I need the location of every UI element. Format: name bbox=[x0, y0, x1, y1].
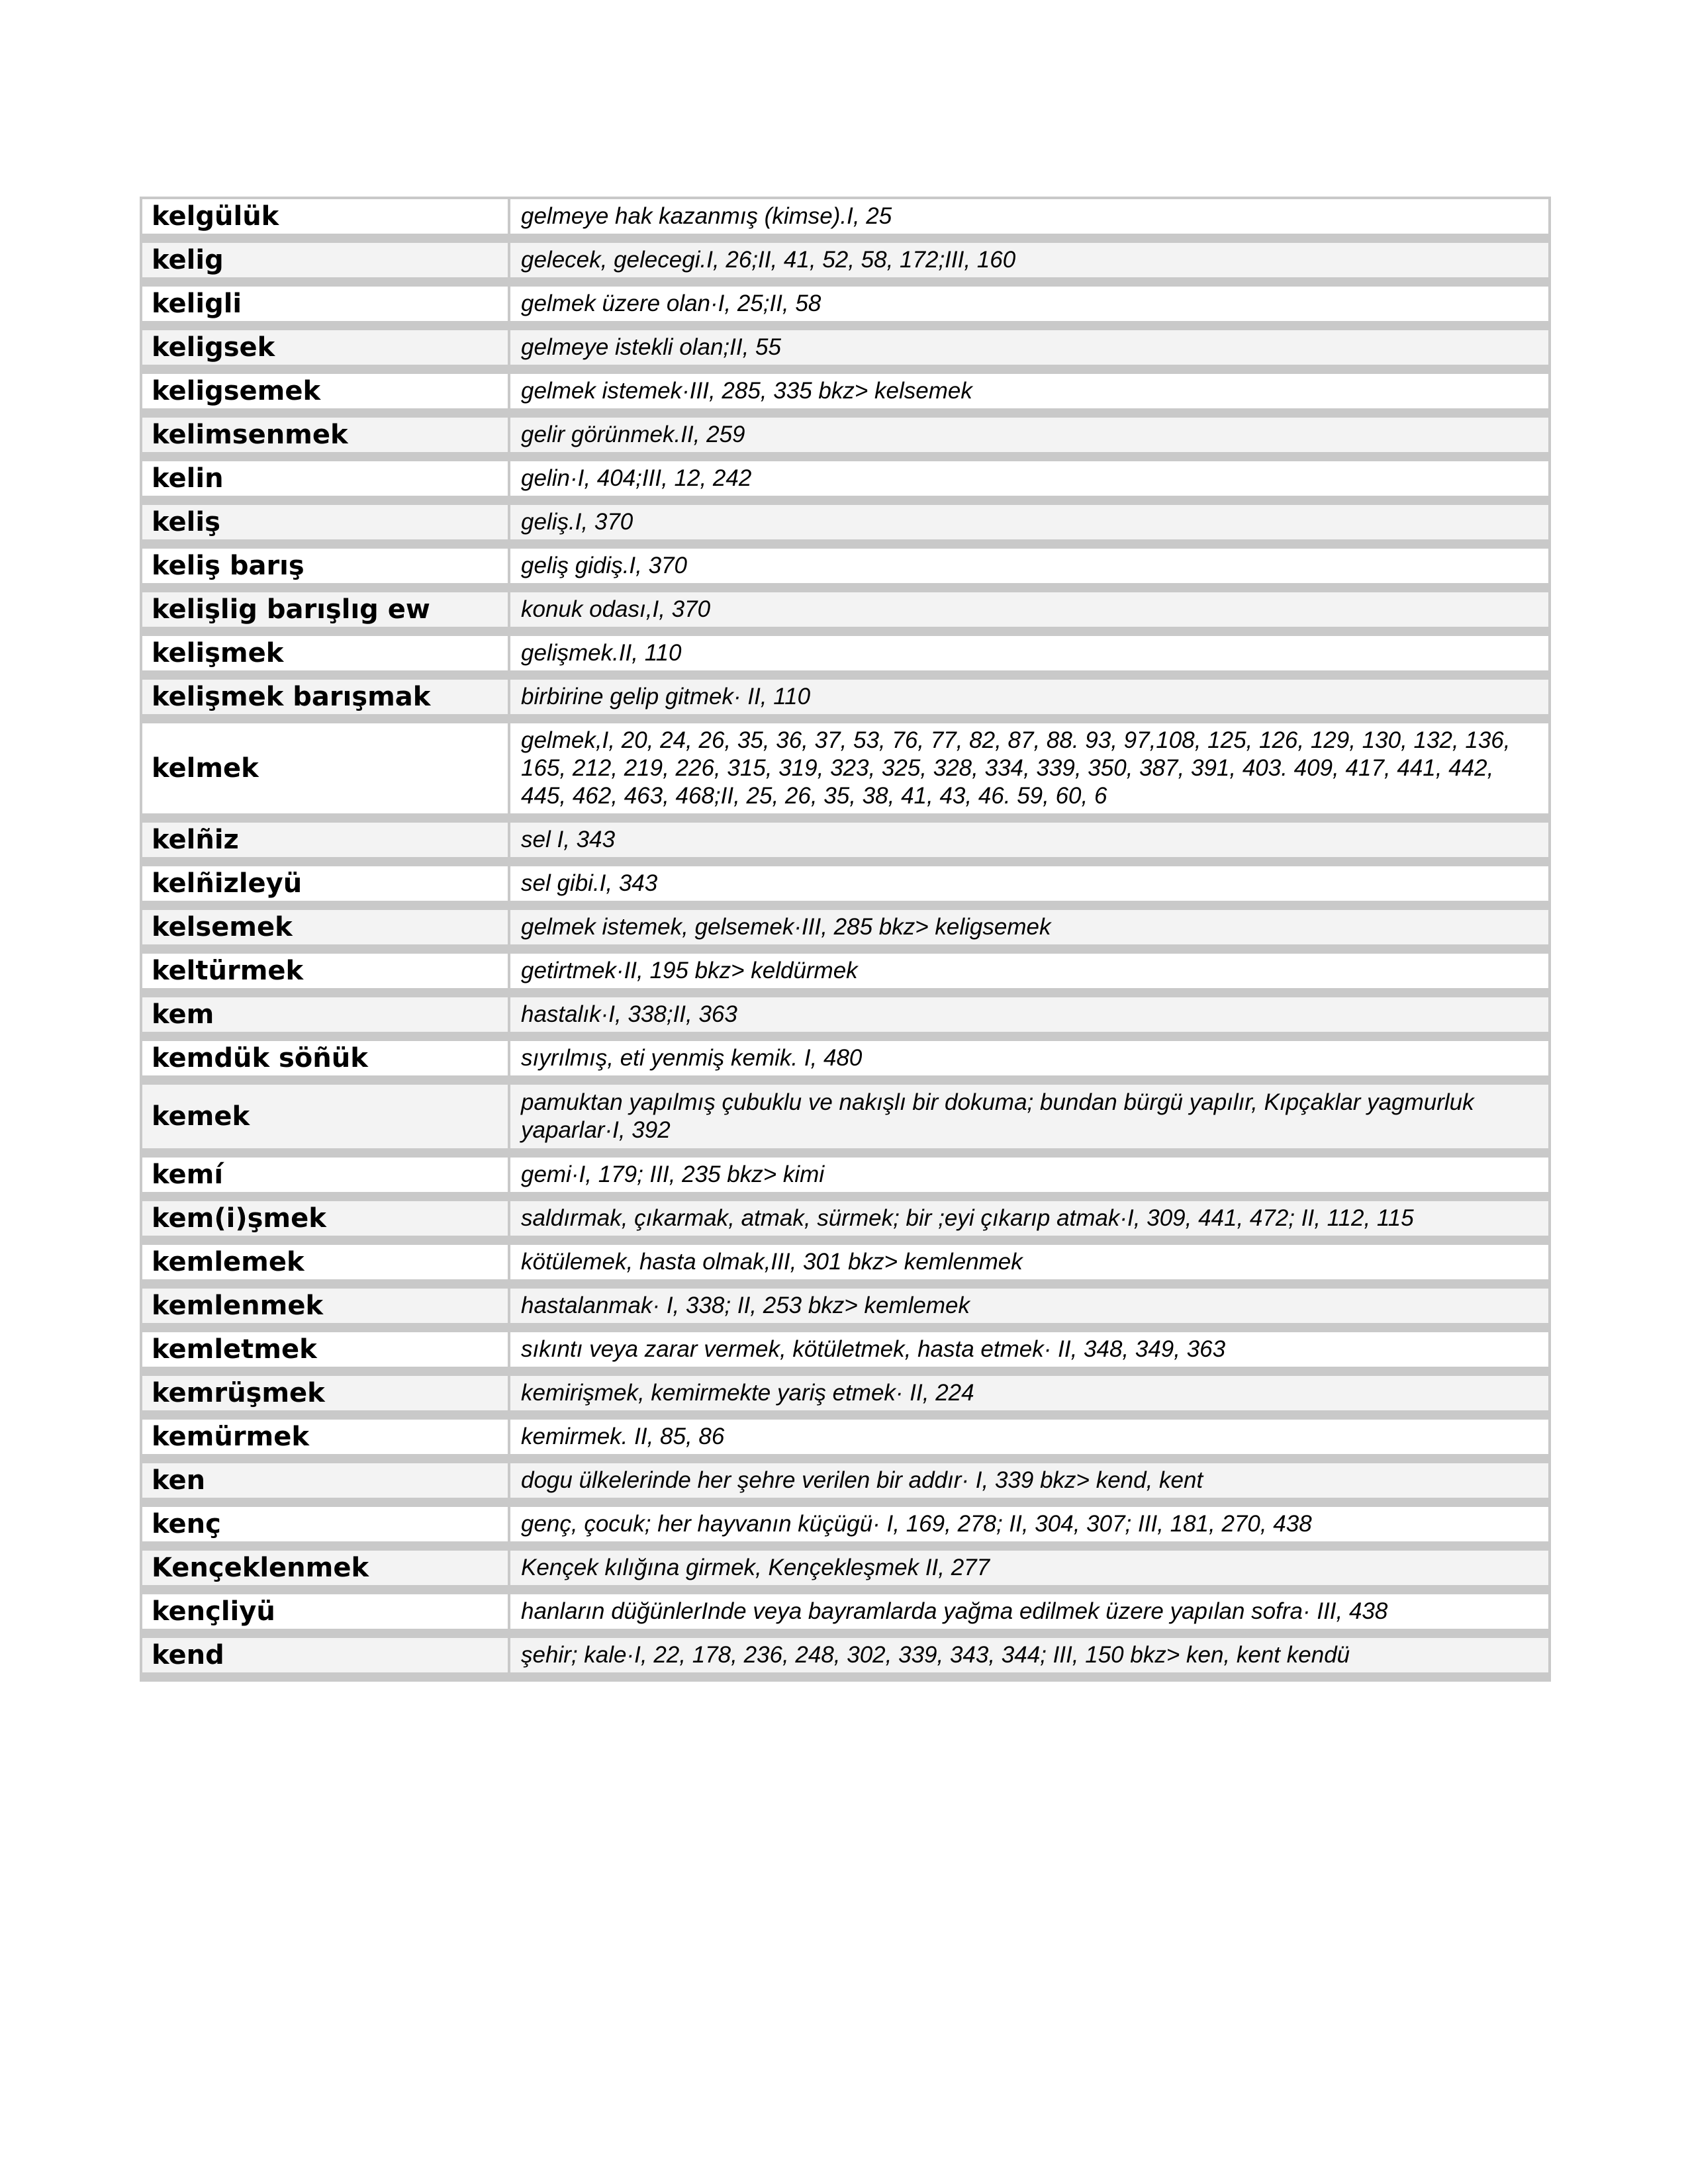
table-row bbox=[142, 330, 1548, 374]
entry-term: keligsek bbox=[142, 330, 510, 374]
entry-term: kem bbox=[142, 997, 510, 1041]
entry-definition: kötülemek, hasta olmak,III, 301 bkz> kemlenmek bbox=[510, 1245, 1548, 1289]
entry-definition: gelişmek.II, 110 bbox=[510, 636, 1548, 680]
entry-term: Kençeklenmek bbox=[142, 1551, 510, 1594]
table-row bbox=[142, 1332, 1548, 1376]
table-row bbox=[142, 243, 1548, 287]
entry-term: kençliyü bbox=[142, 1594, 510, 1638]
entry-term: kelsemek bbox=[142, 910, 510, 954]
table-row bbox=[142, 1376, 1548, 1420]
entry-definition: şehir; kale·I, 22, 178, 236, 248, 302, 339, 343, 344; III, 150 bkz> ken, kent kendü bbox=[510, 1638, 1548, 1682]
entry-definition: genç, çocuk; her hayvanın küçügü· I, 169, 278; II, 304, 307; III, 181, 270, 438 bbox=[510, 1507, 1548, 1551]
table-row bbox=[142, 1638, 1548, 1682]
entry-definition: gelin·I, 404;III, 12, 242 bbox=[510, 461, 1548, 505]
entry-term: kelñizleyü bbox=[142, 866, 510, 910]
entry-definition: sıkıntı veya zarar vermek, kötületmek, hasta etmek· II, 348, 349, 363 bbox=[510, 1332, 1548, 1376]
entry-term: kenç bbox=[142, 1507, 510, 1551]
entry-definition: dogu ülkelerinde her şehre verilen bir addır· I, 339 bkz> kend, kent bbox=[510, 1463, 1548, 1507]
entry-term: kemletmek bbox=[142, 1332, 510, 1376]
entry-term: kem(i)şmek bbox=[142, 1201, 510, 1245]
entry-definition: sıyrılmış, eti yenmiş kemik. I, 480 bbox=[510, 1041, 1548, 1085]
table-row bbox=[142, 997, 1548, 1041]
entry-term: keligsemek bbox=[142, 374, 510, 418]
entry-term: kend bbox=[142, 1638, 510, 1682]
entry-definition: Kençek kılığına girmek, Kençekleşmek II, 277 bbox=[510, 1551, 1548, 1594]
table-row bbox=[142, 461, 1548, 505]
entry-term: keliş barış bbox=[142, 549, 510, 592]
entry-definition: sel gibi.I, 343 bbox=[510, 866, 1548, 910]
entry-definition: gelmeye istekli olan;II, 55 bbox=[510, 330, 1548, 374]
entry-term: kemdük söñük bbox=[142, 1041, 510, 1085]
entry-term: keliş bbox=[142, 505, 510, 549]
entry-definition: birbirine gelip gitmek· II, 110 bbox=[510, 680, 1548, 723]
entry-definition: hastalık·I, 338;II, 363 bbox=[510, 997, 1548, 1041]
table-row bbox=[142, 910, 1548, 954]
entry-term: kemlemek bbox=[142, 1245, 510, 1289]
entry-term: keltürmek bbox=[142, 954, 510, 997]
entry-term: ken bbox=[142, 1463, 510, 1507]
table-row bbox=[142, 1594, 1548, 1638]
entry-definition: hanların düğünlerInde veya bayramlarda yağma edilmek üzere yapılan sofra· III, 438 bbox=[510, 1594, 1548, 1638]
entry-term: kelñiz bbox=[142, 823, 510, 866]
entry-definition: kemirmek. II, 85, 86 bbox=[510, 1420, 1548, 1463]
table-row bbox=[142, 199, 1548, 243]
entry-term: kelin bbox=[142, 461, 510, 505]
entry-definition: pamuktan yapılmış çubuklu ve nakışlı bir dokuma; bundan bürgü yapılır, Kıpçaklar yagmurluk yaparlar·I, 392 bbox=[510, 1085, 1548, 1158]
entry-definition: gelecek, gelecegi.I, 26;II, 41, 52, 58, 172;III, 160 bbox=[510, 243, 1548, 287]
entry-definition: gelmek,I, 20, 24, 26, 35, 36, 37, 53, 76, 77, 82, 87, 88. 93, 97,108, 125, 126, 129, 130, 132, 136, 165, 212, 219, 226, 315, 319, 323, 325, 328, 334, 339, 350, 387, 391, 403. 409, 417, 441, 442, 445, 462, 463, 468;II, 25, 26, 35, 38, 41, 43, 46. 59, 60, 6 bbox=[510, 723, 1548, 823]
entry-definition: kemirişmek, kemirmekte yariş etmek· II, 224 bbox=[510, 1376, 1548, 1420]
entry-definition: sel I, 343 bbox=[510, 823, 1548, 866]
entry-term: kelişlig barışlıg ew bbox=[142, 592, 510, 636]
table-row bbox=[142, 636, 1548, 680]
entry-term: kelimsenmek bbox=[142, 418, 510, 461]
entry-term: kelgülük bbox=[142, 199, 510, 243]
table-row bbox=[142, 374, 1548, 418]
table-row bbox=[142, 1289, 1548, 1332]
entry-definition: konuk odası,I, 370 bbox=[510, 592, 1548, 636]
entry-term: kelişmek bbox=[142, 636, 510, 680]
entry-term: kemürmek bbox=[142, 1420, 510, 1463]
table-row bbox=[142, 1201, 1548, 1245]
table-row bbox=[142, 866, 1548, 910]
entry-term: kemí bbox=[142, 1158, 510, 1201]
entry-definition: gelmek istemek, gelsemek·III, 285 bkz> keligsemek bbox=[510, 910, 1548, 954]
table-row bbox=[142, 418, 1548, 461]
entry-definition: gelir görünmek.II, 259 bbox=[510, 418, 1548, 461]
entry-definition: gelmek istemek·III, 285, 335 bkz> kelsemek bbox=[510, 374, 1548, 418]
entry-term: kemlenmek bbox=[142, 1289, 510, 1332]
table-row bbox=[142, 1041, 1548, 1085]
entry-definition: hastalanmak· I, 338; II, 253 bkz> kemlemek bbox=[510, 1289, 1548, 1332]
table-row bbox=[142, 1420, 1548, 1463]
table-row bbox=[142, 680, 1548, 723]
table-row bbox=[142, 505, 1548, 549]
table-row bbox=[142, 592, 1548, 636]
table-row bbox=[142, 1085, 1548, 1158]
entry-definition: gelmek üzere olan·I, 25;II, 58 bbox=[510, 287, 1548, 330]
entry-definition: gemi·I, 179; III, 235 bkz> kimi bbox=[510, 1158, 1548, 1201]
entry-term: kelmek bbox=[142, 723, 510, 823]
table-row bbox=[142, 1158, 1548, 1201]
dictionary-table bbox=[140, 197, 1551, 1682]
table-row bbox=[142, 723, 1548, 823]
table-row bbox=[142, 1463, 1548, 1507]
table-row bbox=[142, 1551, 1548, 1594]
entry-definition: saldırmak, çıkarmak, atmak, sürmek; bir ;eyi çıkarıp atmak·I, 309, 441, 472; II, 112, 115 bbox=[510, 1201, 1548, 1245]
table-row bbox=[142, 287, 1548, 330]
entry-term: kemrüşmek bbox=[142, 1376, 510, 1420]
entry-term: keligli bbox=[142, 287, 510, 330]
entry-term: kemek bbox=[142, 1085, 510, 1158]
table-row bbox=[142, 1245, 1548, 1289]
entry-definition: geliş.I, 370 bbox=[510, 505, 1548, 549]
entry-definition: gelmeye hak kazanmış (kimse).I, 25 bbox=[510, 199, 1548, 243]
table-row bbox=[142, 823, 1548, 866]
table-row bbox=[142, 1507, 1548, 1551]
table-row bbox=[142, 549, 1548, 592]
entry-definition: getirtmek·II, 195 bkz> keldürmek bbox=[510, 954, 1548, 997]
entry-definition: geliş gidiş.I, 370 bbox=[510, 549, 1548, 592]
entry-term: kelig bbox=[142, 243, 510, 287]
table-row bbox=[142, 954, 1548, 997]
entry-term: kelişmek barışmak bbox=[142, 680, 510, 723]
